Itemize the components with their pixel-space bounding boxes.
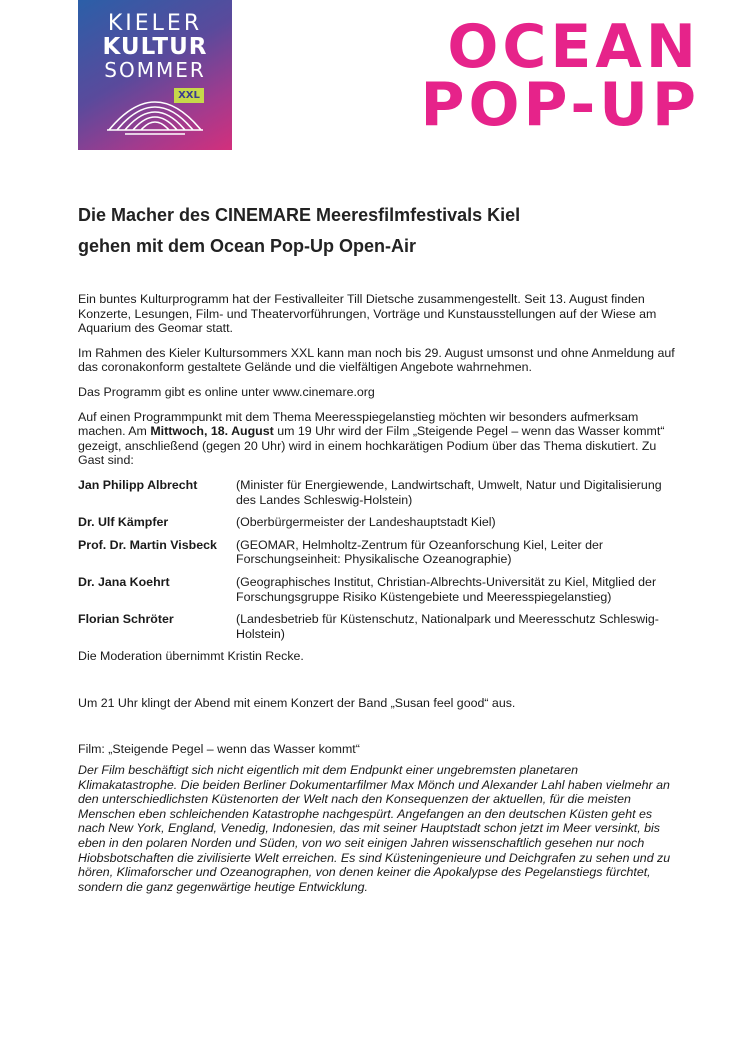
paragraph-kultursommer: Im Rahmen des Kieler Kultursommers XXL kann man noch bis 29. August umsonst und ohne Anmeldung auf das coronakonform gestaltete Gelände und die vielfältigen Angebote wahrnehmen. bbox=[78, 345, 675, 375]
brand-line-pop-up: POP-UP bbox=[420, 70, 700, 140]
brand-line-ocean: OCEAN bbox=[447, 12, 700, 82]
paragraph-moderation: Die Moderation übernimmt Kristin Recke. bbox=[78, 649, 304, 664]
paragraph-program-link: Das Programm gibt es online unter www.cinemare.org bbox=[78, 384, 375, 399]
paragraph-event bbox=[78, 410, 678, 468]
headline-line-2: gehen mit dem Ocean Pop-Up Open-Air bbox=[78, 236, 417, 256]
event-text-b: um 19 Uhr wird der Film „Steigende Pegel – wenn das Wasser kommt“ gezeigt, anschließend (gegen 20 Uhr) wird in einem hochkarätigen Podium über das Thema diskutiert. Zu Gast sind: bbox=[78, 424, 665, 468]
guest-role: (GEOMAR, Helmholtz-Zentrum für Ozeanforschung Kiel, Leiter der Forschungseinheit: Physikalische Ozeanographie) bbox=[236, 537, 604, 567]
headline-line-1: Die Macher des CINEMARE Meeresfilmfestivals Kiel bbox=[78, 205, 521, 225]
guest-row bbox=[78, 575, 678, 604]
guest-row bbox=[78, 612, 678, 641]
kieler-kultursommer-logo bbox=[78, 0, 232, 150]
guest-role: (Oberbürgermeister der Landeshauptstadt Kiel) bbox=[236, 515, 496, 530]
press-headline bbox=[78, 200, 678, 262]
guest-name: Jan Philipp Albrecht bbox=[78, 477, 198, 492]
paragraph-concert: Um 21 Uhr klingt der Abend mit einem Konzert der Band „Susan feel good“ aus. bbox=[78, 695, 516, 710]
film-title: Film: „Steigende Pegel – wenn das Wasser kommt“ bbox=[78, 742, 360, 757]
guest-row bbox=[78, 478, 678, 507]
film-description: Der Film beschäftigt sich nicht eigentlich mit dem Endpunkt einer ungebremsten planetaren Klimakatastrophe. Die beiden Berliner Dokumentarfilmer Max Mönch und Alexander Lahl haben vielmehr an den unterschiedlichsten Küstenorten der Welt nach den Konsequenzen der aktuellen, für die meisten Menschen eben schleichenden Katastrophe nachgespürt. Angefangen an den deutschen Küsten geht es nach New York, England, Venedig, Indonesien, das mit seiner Hauptstadt schon jetzt im Meer versinkt, bis eben in den polaren Norden und Süden, von wo seit einigen Jahren wissenschaftlich gesehen nur noch Hiobsbotschaften die zivilisierte Welt erreichen. Es sind Küsteningenieure und Deichgrafen zu sehen und zu hören, Klimaforscher und Ozeanographen, von denen keiner die Apokalypse des Pegelanstiegs fürchtet, sondern die ganz gegenwärtige heutige Entwicklung. bbox=[78, 763, 671, 894]
guest-name: Florian Schröter bbox=[78, 612, 174, 627]
guest-row bbox=[78, 515, 678, 530]
logo-line-kultur: KULTUR bbox=[102, 34, 208, 60]
guest-role: (Minister für Energiewende, Landwirtschaft, Umwelt, Natur und Digitalisierung des Landes Schleswig-Holstein) bbox=[236, 477, 662, 507]
guest-row bbox=[78, 538, 678, 567]
event-text-a: Auf einen Programmpunkt mit dem Thema Meeresspiegelanstieg möchten wir besonders aufmerksam machen. Am bbox=[78, 409, 639, 439]
ocean-pop-up-title bbox=[420, 12, 701, 140]
guest-name: Dr. Ulf Kämpfer bbox=[78, 515, 169, 530]
guest-name: Prof. Dr. Martin Visbeck bbox=[78, 537, 217, 552]
guest-list bbox=[78, 478, 678, 641]
guest-role: (Geographisches Institut, Christian-Albrechts-Universität zu Kiel, Mitglied der Forschungsgruppe Risiko Küstengebiete und Meeresspiegelanstieg) bbox=[236, 574, 657, 604]
paragraph-intro: Ein buntes Kulturprogramm hat der Festivalleiter Till Dietsche zusammengestellt. Seit 13. August finden Konzerte, Lesungen, Film- und Theatervorführungen, Vorträge und Kunstausstellungen auf der Wiese am Aquarium des Geomar statt. bbox=[78, 292, 657, 336]
guest-role: (Landesbetrieb für Küstenschutz, Nationalpark und Meeresschutz Schleswig-Holstein) bbox=[236, 612, 659, 641]
event-date: Mittwoch, 18. August bbox=[150, 424, 274, 439]
xxl-badge: XXL bbox=[174, 88, 204, 103]
guest-name: Dr. Jana Koehrt bbox=[78, 574, 170, 589]
logo-line-kieler: KIELER bbox=[107, 11, 203, 36]
logo-line-sommer: SOMMER bbox=[104, 58, 206, 82]
article-body bbox=[78, 292, 678, 904]
